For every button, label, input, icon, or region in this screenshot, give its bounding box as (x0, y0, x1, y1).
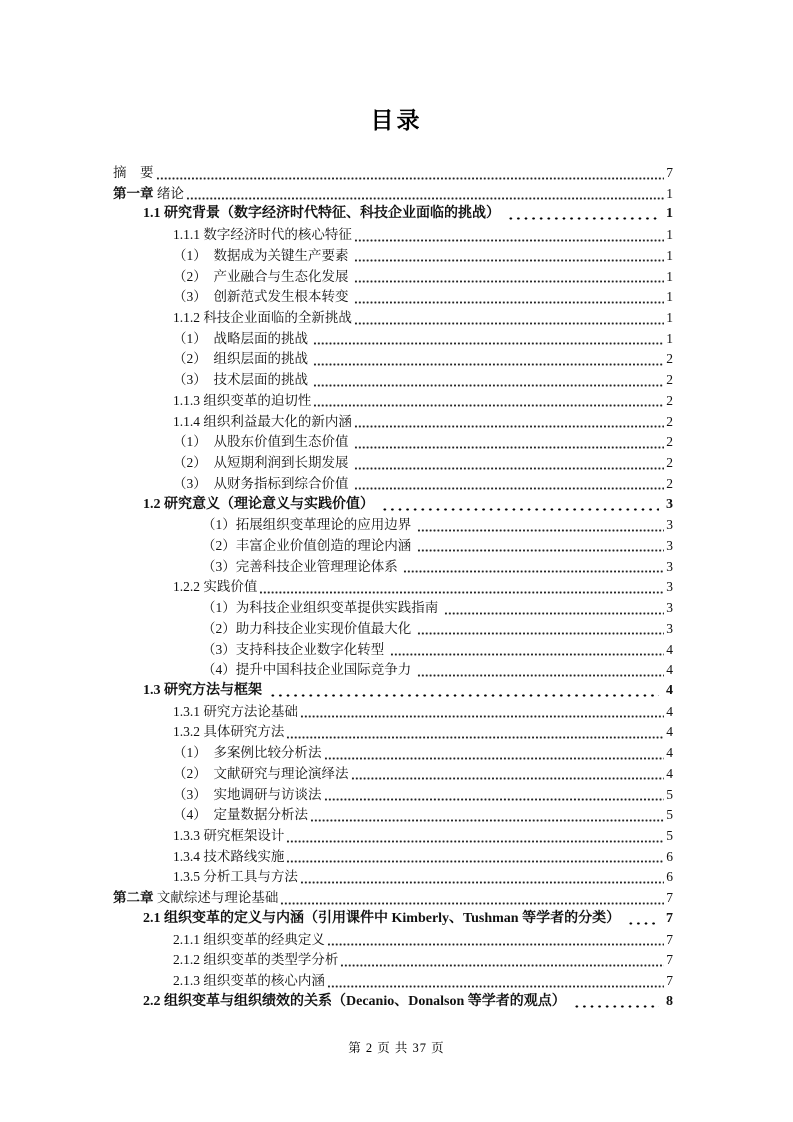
toc-entry-text: （1） 战略层面的挑战 (173, 330, 312, 346)
toc-entry-text: （2）丰富企业价值创造的理论内涵 (202, 537, 415, 553)
toc-entry-page: 5 (666, 807, 673, 823)
toc-entry-text: （2） 产业融合与生态化发展 (173, 268, 352, 284)
toc-entry-label (113, 163, 154, 184)
toc-entry[interactable] (113, 557, 673, 578)
toc-entry-label (143, 681, 262, 702)
toc-entry-text: （3）支持科技企业数字化转型 (202, 641, 388, 657)
toc-entry-page: 2 (666, 475, 673, 491)
toc-entry[interactable] (113, 370, 673, 391)
toc-entry-text: 1.3.5 分析工具与方法 (173, 869, 298, 885)
dot-leader (354, 432, 664, 453)
dot-leader (351, 764, 665, 785)
toc-entry-text: 1.3.3 研究框架设计 (173, 828, 285, 843)
toc-entry-page: 7 (666, 931, 673, 947)
toc-entry-label (173, 349, 311, 370)
toc-entry[interactable] (113, 246, 673, 267)
toc-entry-page: 4 (666, 682, 673, 698)
toc-entry-text: 2.1.3 组织变革的核心内涵 (173, 973, 325, 989)
dot-leader (354, 267, 664, 288)
toc-entry-label (173, 950, 338, 971)
toc-entry[interactable] (113, 329, 673, 350)
toc-entry-label (173, 847, 284, 868)
toc-entry-label (173, 805, 308, 826)
toc-entry[interactable] (113, 888, 673, 909)
toc-entry[interactable] (113, 681, 673, 702)
toc-entry-text: （3） 从财务指标到综合价值 (173, 475, 352, 491)
toc-entry-chapter-number: 第二章 (113, 890, 154, 906)
toc-entry-label (173, 225, 352, 246)
dot-leader (156, 163, 665, 184)
toc-entry-label (173, 785, 322, 806)
toc-entry-page: 2 (666, 413, 673, 429)
toc-entry-text: 2.1.2 组织变革的类型学分析 (173, 952, 339, 968)
toc-entry-text: （4）提升中国科技企业国际竞争力 (202, 662, 415, 678)
toc-entry[interactable] (113, 391, 673, 412)
toc-entry-label (173, 930, 325, 951)
toc-entry-text: 2.2 组织变革与组织绩效的关系（Decanio、Donalson 等学者的观点） (143, 993, 566, 1009)
toc-entry-text: （2） 从短期利润到长期发展 (173, 455, 352, 471)
dot-leader (354, 246, 664, 267)
toc-entry-label (173, 329, 311, 350)
toc-entry-text: 1.2 研究意义（理论意义与实践价值） (143, 496, 374, 512)
toc-entry-text: （2） 文献研究与理论演绎法 (173, 765, 349, 781)
toc-entry-label (173, 743, 322, 764)
toc-entry-text: 1.1 研究背景（数字经济时代特征、科技企业面临的挑战） (143, 206, 500, 222)
toc-entry-page: 3 (666, 600, 673, 616)
toc-entry[interactable] (113, 826, 673, 847)
toc-entry[interactable] (113, 474, 673, 495)
toc-entry-text: 1.1.1 数字经济时代的核心特征 (173, 227, 352, 243)
toc-entry-label (202, 640, 388, 661)
toc-entry[interactable] (113, 412, 673, 433)
toc-entry-text: 1.2.2 实践价值 (173, 579, 258, 595)
toc-entry-label (143, 909, 620, 930)
toc-entry-page: 5 (666, 828, 673, 843)
toc-entry-text: 绪论 (153, 185, 184, 201)
toc-entry-page: 1 (666, 206, 673, 222)
dot-leader (286, 722, 664, 743)
toc-entry[interactable] (113, 909, 673, 930)
toc-entry-page: 6 (666, 848, 673, 864)
toc-entry-page: 3 (666, 496, 673, 512)
toc-entry-page: 6 (666, 869, 673, 885)
toc-entry-page: 5 (666, 786, 673, 802)
dot-leader (327, 930, 664, 951)
toc-entry-label (173, 474, 352, 495)
toc-entry[interactable] (113, 225, 673, 246)
toc-entry-page: 1 (666, 247, 673, 263)
toc-entry-page: 4 (666, 641, 673, 657)
toc-entry-page: 2 (666, 372, 673, 388)
toc-entry-page: 2 (666, 351, 673, 367)
toc-entry-text: 2.1 组织变革的定义与内涵（引用课件中 Kimberly、Tushman 等学者的分类） (143, 910, 621, 926)
toc-entry-text: （1）拓展组织变革理论的应用边界 (202, 517, 415, 533)
toc-entry[interactable] (113, 702, 673, 723)
toc-entry-text: 摘 要 (113, 165, 154, 180)
toc-entry-text: 文献综述与理论基础 (153, 890, 279, 906)
toc-entry-label (173, 722, 284, 743)
toc-entry-text: （3） 实地调研与访谈法 (173, 786, 322, 802)
dot-leader (280, 888, 664, 909)
toc-entry-page: 2 (666, 455, 673, 471)
dot-leader (259, 577, 664, 598)
toc-entry[interactable] (113, 992, 673, 1013)
toc-entry-page: 3 (666, 579, 673, 595)
dot-leader (571, 992, 659, 1013)
toc-entry[interactable] (113, 453, 673, 474)
toc-entry-label (173, 370, 311, 391)
toc-entry-page: 7 (666, 910, 673, 926)
toc-entry-page: 8 (666, 993, 673, 1009)
toc-entry-chapter-number: 第一章 (113, 185, 154, 201)
toc-entry-text: 1.3.2 具体研究方法 (173, 724, 285, 740)
toc-entry-text: （1） 从股东价值到生态价值 (173, 434, 352, 450)
toc-entry-text: （3）完善科技企业管理理论体系 (202, 558, 402, 574)
toc-entry-page: 3 (666, 558, 673, 574)
toc-entry-label (173, 867, 298, 888)
toc-entry-text: 2.1.1 组织变革的经典定义 (173, 931, 325, 947)
toc-entry[interactable] (113, 764, 673, 785)
dot-leader (300, 702, 664, 723)
toc-entry-text: 1.3.4 技术路线实施 (173, 848, 285, 864)
toc-entry[interactable] (113, 204, 673, 225)
toc-entry-label (173, 287, 352, 308)
toc-entry[interactable] (113, 930, 673, 951)
page-title: 目录 (370, 107, 423, 133)
dot-leader (354, 412, 664, 433)
toc-entry[interactable] (113, 867, 673, 888)
toc-entry-text: 1.3.1 研究方法论基础 (173, 703, 298, 719)
dot-leader (327, 971, 664, 992)
toc-entry-page: 7 (666, 890, 673, 906)
toc-entry-label (173, 267, 352, 288)
toc-entry-page: 4 (666, 724, 673, 740)
dot-leader (354, 225, 664, 246)
toc-entry[interactable] (113, 640, 673, 661)
toc-entry-text: 1.3 研究方法与框架 (143, 682, 262, 698)
toc-entry-label (202, 660, 415, 681)
toc-entry-page: 4 (666, 662, 673, 678)
toc-entry-page: 7 (666, 952, 673, 968)
toc-entry-label (202, 557, 401, 578)
toc-entry[interactable] (113, 267, 673, 288)
dot-leader (313, 391, 664, 412)
toc-entry-page: 1 (666, 289, 673, 305)
toc-entry-page: 1 (666, 268, 673, 284)
toc-entry-page: 1 (666, 330, 673, 346)
toc-entry[interactable] (113, 536, 673, 557)
toc-entry-page: 7 (666, 165, 673, 180)
dot-leader (354, 308, 664, 329)
toc-entry-page: 3 (666, 537, 673, 553)
toc-entry-page: 3 (666, 517, 673, 533)
toc-entry-page: 1 (666, 227, 673, 243)
dot-leader (444, 598, 665, 619)
dot-leader (340, 950, 664, 971)
dot-leader (417, 515, 665, 536)
toc-list (0, 163, 793, 1012)
page-footer: 第 2 页 共 37 页 (348, 1041, 445, 1055)
dot-leader (324, 743, 665, 764)
toc-entry[interactable] (113, 515, 673, 536)
toc-entry-text: 1.1.2 科技企业面临的全新挑战 (173, 310, 352, 326)
dot-leader (300, 867, 664, 888)
toc-entry-text: （2） 组织层面的挑战 (173, 351, 312, 367)
dot-leader (417, 619, 665, 640)
toc-entry-label (202, 619, 415, 640)
toc-entry[interactable] (113, 805, 673, 826)
dot-leader (313, 370, 664, 391)
toc-entry-label (143, 992, 566, 1013)
dot-leader (267, 681, 659, 702)
dot-leader (286, 847, 664, 868)
toc-entry-label (173, 577, 257, 598)
toc-entry-label (173, 764, 349, 785)
toc-entry-label (173, 412, 352, 433)
toc-entry-label (173, 391, 311, 412)
toc-entry-text: （3） 技术层面的挑战 (173, 372, 312, 388)
toc-entry-page: 4 (666, 703, 673, 719)
toc-entry[interactable] (113, 722, 673, 743)
toc-entry[interactable] (113, 184, 673, 205)
dot-leader (354, 453, 664, 474)
dot-leader (390, 640, 665, 661)
toc-entry-label (173, 308, 352, 329)
toc-entry-page: 2 (666, 392, 673, 408)
dot-leader (379, 495, 659, 516)
dot-leader (313, 349, 664, 370)
toc-entry[interactable] (113, 432, 673, 453)
toc-entry-label (113, 184, 184, 205)
dot-leader (186, 184, 664, 205)
toc-entry-label (173, 702, 298, 723)
toc-entry-text: （4） 定量数据分析法 (173, 807, 308, 823)
toc-entry-page: 4 (666, 765, 673, 781)
toc-entry-label (173, 432, 352, 453)
toc-entry-label (113, 888, 278, 909)
toc-entry-text: （3） 创新范式发生根本转变 (173, 289, 352, 305)
dot-leader (417, 536, 665, 557)
toc-entry[interactable] (113, 598, 673, 619)
toc-entry-label (173, 971, 325, 992)
dot-leader (324, 785, 665, 806)
toc-entry-label (173, 826, 284, 847)
toc-entry-label (202, 536, 415, 557)
toc-entry-text: （1） 多案例比较分析法 (173, 745, 322, 761)
toc-entry[interactable] (113, 577, 673, 598)
toc-entry-page: 7 (666, 973, 673, 989)
dot-leader (354, 287, 664, 308)
toc-entry[interactable] (113, 785, 673, 806)
toc-entry[interactable] (113, 287, 673, 308)
toc-entry-label (143, 495, 374, 516)
toc-entry-page: 4 (666, 745, 673, 761)
toc-entry-page: 1 (666, 185, 673, 201)
toc-entry-text: （1）为科技企业组织变革提供实践指南 (202, 600, 442, 616)
dot-leader (403, 557, 664, 578)
toc-entry-label (202, 515, 415, 536)
toc-entry[interactable] (113, 349, 673, 370)
dot-leader (310, 805, 664, 826)
toc-entry[interactable] (113, 743, 673, 764)
toc-entry[interactable] (113, 847, 673, 868)
toc-entry-text: （1） 数据成为关键生产要素 (173, 247, 352, 263)
toc-entry[interactable] (113, 619, 673, 640)
toc-entry-label (173, 246, 352, 267)
toc-entry[interactable] (113, 971, 673, 992)
toc-entry[interactable] (113, 308, 673, 329)
dot-leader (417, 660, 665, 681)
toc-entry-label (173, 453, 352, 474)
dot-leader (286, 826, 664, 847)
toc-entry-label (143, 204, 500, 225)
toc-entry[interactable] (113, 660, 673, 681)
toc-entry-label (202, 598, 442, 619)
toc-entry[interactable] (113, 163, 673, 184)
dot-leader (313, 329, 664, 350)
toc-entry-text: 1.1.4 组织利益最大化的新内涵 (173, 413, 352, 429)
dot-leader (505, 204, 659, 225)
toc-entry-text: （2）助力科技企业实现价值最大化 (202, 620, 415, 636)
toc-entry-text: 1.1.3 组织变革的迫切性 (173, 392, 312, 408)
dot-leader (625, 909, 659, 930)
toc-entry-page: 3 (666, 620, 673, 636)
toc-entry-page: 2 (666, 434, 673, 450)
toc-entry[interactable] (113, 495, 673, 516)
toc-entry[interactable] (113, 950, 673, 971)
dot-leader (354, 474, 664, 495)
toc-entry-page: 1 (666, 310, 673, 326)
